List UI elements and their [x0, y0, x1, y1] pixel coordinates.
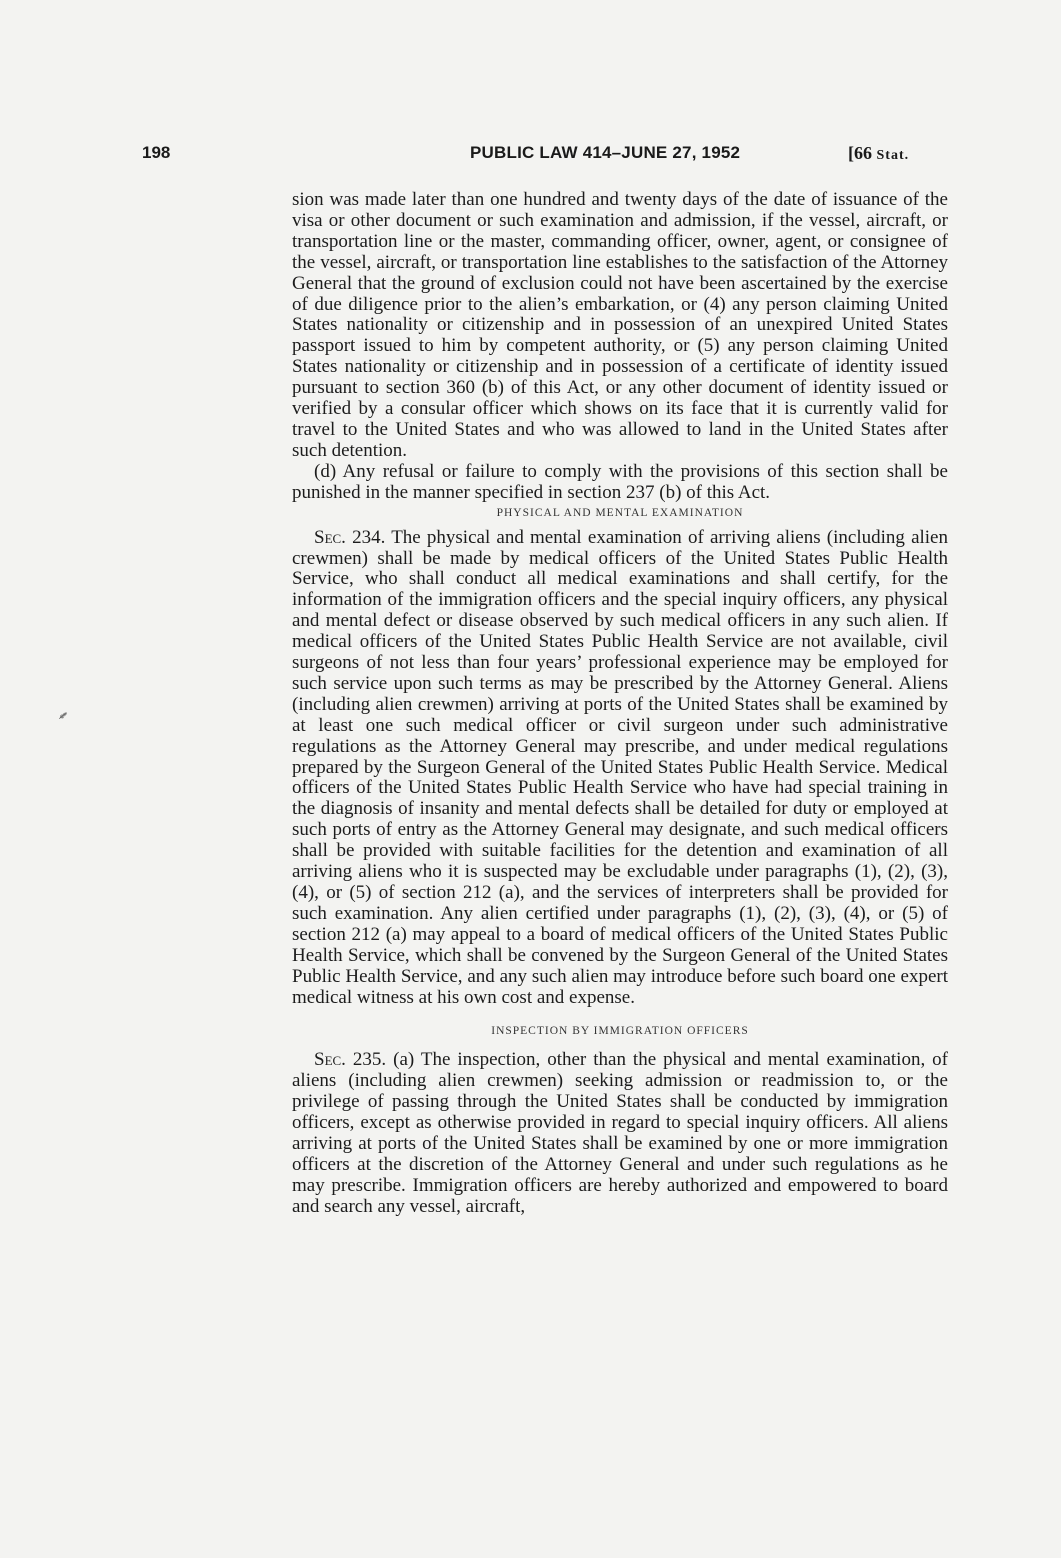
paragraph-subsection-d: (d) Any refusal or failure to comply with the provisions of this section shall be punished in the manner specified in section 237 (b) of this Act. — [292, 460, 948, 503]
paragraph-sec-235 — [292, 1050, 948, 1217]
section-heading-physical-mental: PHYSICAL AND MENTAL EXAMINATION — [496, 506, 744, 519]
paragraph-continuation: sion was made later than one hundred and twenty days of the date of issuance of the visa or other document or such examination and admission, if the vessel, aircraft, or transportation line or the master, commanding officer, owner, agent, or consignee of the vessel, aircraft, or transportation line establishes to the satisfaction of the Attorney General that the ground of exclusion could not have been ascertained by the exercise of due diligence prior to the alien’s embarkation, or (4) any person claiming United States nationality or citizenship and in possession of an unexpired United States passport issued to him by competent authority, or (5) any person claiming United States nationality or citizenship and in possession of a certificate of identity issued pursuant to section 360 (b) of this Act, or any other document of identity issued or verified by a consular officer which shows on its face that it is currently valid for travel to the United States and who was allowed to land in the United States after such detention. — [292, 189, 948, 461]
running-header — [0, 143, 1061, 167]
section-label-234: Sec. 234. — [314, 526, 386, 548]
section-text-234: The physical and mental examination of arriving aliens (including alien crewmen) shall be made by medical officers of the United States Public Health Service, who shall conduct all medical examinations and shall certify, for the information of the immigration officers and the special inquiry officers, any physical and mental defect or disease observed by such medical officers in any such alien. If medical officers of the United States Public Health Service are not available, civil surgeons of not less than four years’ professional experience may be employed for such service upon such terms as may be prescribed by the Attorney General. Aliens (including alien crewmen) arriving at ports of the United States shall be examined by at least one such medical officer or civil surgeon under such administrative regulations as the Attorney General may prescribe, and under medical regulations prepared by the Surgeon General of the United States Public Health Service. Medical officers of the United States Public Health Service who have had special training in the diagnosis of insanity and mental defects shall be detailed for duty or employed at such ports of entry as the Attorney General may designate, and such medical officers shall be provided with suitable facilities for the detention and examination of all arriving aliens who it is suspected may be excludable under paragraphs (1), (2), (3), (4), or (5) of section 212 (a), and the services of interpreters shall be provided for such examination. Any alien certified under paragraphs (1), (2), (3), (4), or (5) of section 212 (a) may appeal to a board of medical officers of the United States Public Health Service, which shall be convened by the Surgeon General of the United States Public Health Service, and any such alien may introduce before such board one expert medical witness at his own cost and expense. — [292, 526, 948, 1008]
page-number: 198 — [142, 143, 171, 162]
section-text-235: (a) The inspection, other than the physical and mental examination, of aliens (including alien crewmen) seeking admission or readmission to, or the privilege of passing through the United States shall be conducted by immigration officers, except as otherwise provided in regard to special inquiry officers. All aliens arriving at ports of the United States shall be examined by one or more immigration officers at the discretion of the Attorney General and under such regulations as he may prescribe. Immigration officers are hereby authorized and empowered to board and search any vessel, aircraft, — [292, 1049, 948, 1217]
body-text — [292, 190, 948, 1218]
statute-volume: [66 — [848, 143, 877, 163]
running-title: PUBLIC LAW 414–JUNE 27, 1952 — [470, 143, 741, 162]
statute-abbreviation: Stat. — [876, 148, 910, 163]
section-label-235: Sec. 235. — [314, 1049, 387, 1071]
statute-reference — [848, 143, 909, 164]
margin-mark: ⸙ — [55, 707, 71, 726]
section-heading-inspection: INSPECTION BY IMMIGRATION OFFICERS — [491, 1025, 749, 1038]
paragraph-sec-234 — [292, 528, 948, 1009]
